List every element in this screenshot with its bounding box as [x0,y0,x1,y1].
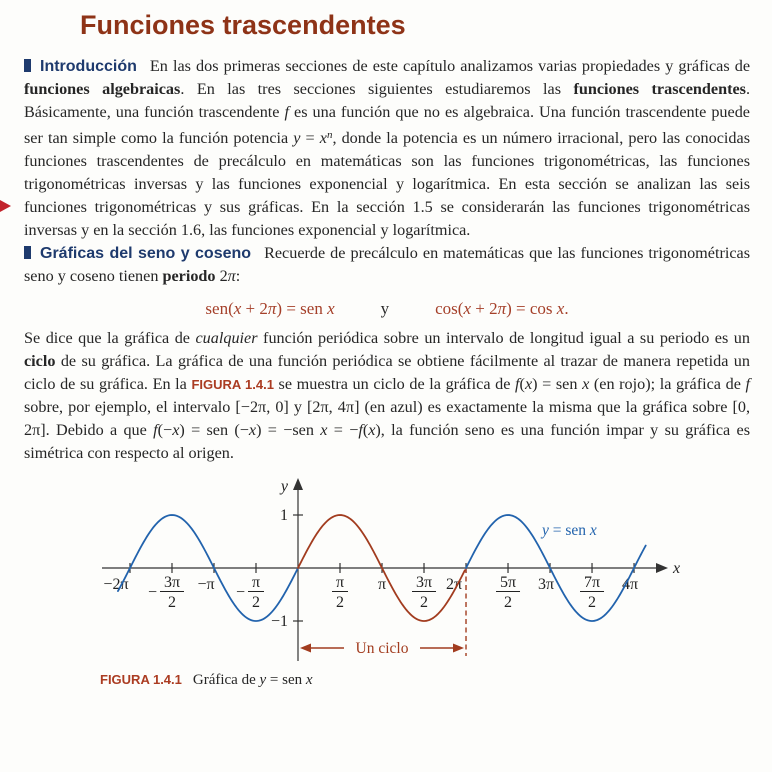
text-segment: . En las tres secciones siguientes estudiaremos las [180,80,574,98]
section-heading-graficas: Gráficas del seno y coseno [40,245,252,262]
paragraph-ciclo [24,327,750,465]
text-segment: . [564,299,569,318]
x-tick-label: −2π [103,576,129,593]
text-segment: ( [519,375,525,393]
x-tick-label-numerator: 7π [583,574,601,591]
text-segment: f [745,375,750,393]
text-segment: ) = sen (− [179,421,249,439]
text-segment: cualquier [195,329,258,347]
text-segment: x [319,129,327,147]
text-segment: ) = sen [532,375,583,393]
display-equation [24,297,750,320]
text-segment: ), la función seno es una función impar y su gráfica es simétrica con respecto al origen. [24,421,750,462]
text-segment: ciclo [24,352,56,370]
text-segment: y [259,672,267,688]
text-segment: y [293,129,301,147]
figure-caption-text [193,672,313,688]
text-segment: x [368,421,376,439]
text-segment: x [582,375,590,393]
x-tick-label: π [377,576,387,593]
text-segment: x [327,299,335,318]
x-tick-label-minus: − [147,584,157,601]
text-segment: sen( [205,299,234,318]
paragraph-graficas [24,242,750,288]
text-segment: n [326,129,333,141]
text-segment: En las dos primeras secciones de este capítulo analizamos varias propiedades y gráficas de [149,57,750,75]
text-segment: de su gráfica. La gráfica de una función periódica se obtiene fácilmente al trazar de manera repetida un ciclo de su gráfica. En la [24,352,750,393]
text-segment: funciones trascendentes [573,80,746,98]
x-tick-label-denominator: 2 [504,594,513,611]
figure-caption [100,671,750,689]
x-tick-label: 4π [621,576,639,593]
paragraph-introduccion [24,55,750,242]
x-tick-label-numerator: 3π [415,574,433,591]
text-segment: = sen [266,672,306,688]
text-segment: x [556,299,565,318]
text-segment: x [305,672,313,688]
text-segment: + 2 [471,299,498,318]
x-tick-label-minus: − [235,584,245,601]
paragraph-text [24,57,750,239]
paragraph-text [24,329,750,462]
y-axis-label: y [280,478,288,495]
text-segment: . Básicamente, una función trascendente [24,80,750,121]
text-segment: f [284,103,290,121]
cycle-arrow-right-icon [453,644,464,653]
x-axis-label: x [673,560,681,577]
x-tick-label-denominator: 2 [420,594,429,611]
x-axis-arrow-icon [656,563,668,573]
equation-cosine-identity [435,297,568,320]
text-segment: π [267,299,277,318]
text-segment: x [172,421,180,439]
section-bullet-icon [24,59,31,72]
text-segment: = − [327,421,359,439]
text-segment: función periódica sobre un intervalo de longitud igual a su periodo es un [257,329,750,347]
figure-caption-label: FIGURA 1.4.1 [100,672,182,687]
text-segment: Se dice que la gráfica de [24,329,196,347]
text-segment: Recuerde de precálculo en matemáticas que las funciones trigonométricas seno y coseno tienen [24,244,750,285]
text-segment: (en rojo); la gráfica de [589,375,746,393]
text-segment: x [320,421,328,439]
sine-graph [90,477,686,669]
text-segment: x [463,299,471,318]
text-segment: = [300,129,320,147]
x-tick-label: 3π [537,576,555,593]
y-tick-label: 1 [280,507,288,524]
section-bullet-icon [24,246,31,259]
text-segment: se muestra un ciclo de la gráfica de [273,375,516,393]
text-segment: f [358,421,363,439]
curve-label: y = sen x [542,522,597,539]
x-tick-label-denominator: 2 [588,594,597,611]
x-tick-label-numerator: 5π [499,574,517,591]
x-tick-label-denominator: 2 [167,594,176,611]
x-tick-label: −π [197,576,215,593]
equation-connector: y [380,299,390,318]
text-segment: ( [362,421,369,439]
text-segment: ) = cos [506,299,557,318]
text-segment: FIGURA 1.4.1 [191,377,274,392]
text-segment: sobre, por ejemplo, el intervalo [−2π, 0] y [2π, 4π] (en azul) es exactamente la misma que la gráfica sobre [0, 2π]. Debido a que [24,398,750,439]
text-segment: (− [157,421,173,439]
margin-arrow-icon [0,200,11,212]
text-segment: f [515,375,520,393]
equation-sine-identity [205,297,334,320]
x-tick-label-numerator: π [251,574,261,591]
text-segment: , donde la potencia es un número irracional, pero las conocidas funciones trascendentes de precálculo en matemáticas son las funciones trigonométricas, las funciones trigonométricas inversas y las funciones exponencial y logarítmica. En esta sección se analizan las seis funciones trigonométricas y sus gráficas. En la sección 1.5 se considerarán las funciones trigonométricas inversas y en la sección 1.6, las funciones exponencial y logarítmica. [24,129,750,239]
section-heading-introduccion: Introducción [40,58,137,75]
x-tick-label-denominator: 2 [336,594,345,611]
y-tick-label: −1 [270,613,288,630]
text-segment: 2 [215,267,228,285]
x-tick-label-numerator: 3π [163,574,181,591]
page-title: Funciones trascendentes [80,10,406,40]
figure-1-4-1 [90,477,750,669]
text-segment: : [235,267,241,285]
cycle-arrow-left-icon [300,644,311,653]
text-segment: funciones algebraicas [24,80,181,98]
text-segment: x [233,299,242,318]
text-segment: x [524,375,533,393]
x-tick-label-denominator: 2 [251,594,260,611]
text-segment: es una función que no es algebraica. Una función trascendente puede ser tan simple como la función potencia [24,103,750,147]
cycle-label: Un ciclo [355,640,409,657]
text-segment: ) = −sen [256,421,321,439]
text-segment: + 2 [241,299,268,318]
text-segment: cos( [435,299,464,318]
text-segment: x [248,421,257,439]
text-segment: Gráfica de [192,672,260,688]
x-tick-label-numerator: π [335,574,345,591]
text-segment: ) = sen [276,299,328,318]
text-segment: periodo [162,267,216,285]
y-axis-arrow-icon [293,478,303,490]
text-segment: f [153,421,158,439]
text-segment: π [227,267,236,285]
x-tick-label: 2π [445,576,463,593]
text-segment: π [497,299,507,318]
